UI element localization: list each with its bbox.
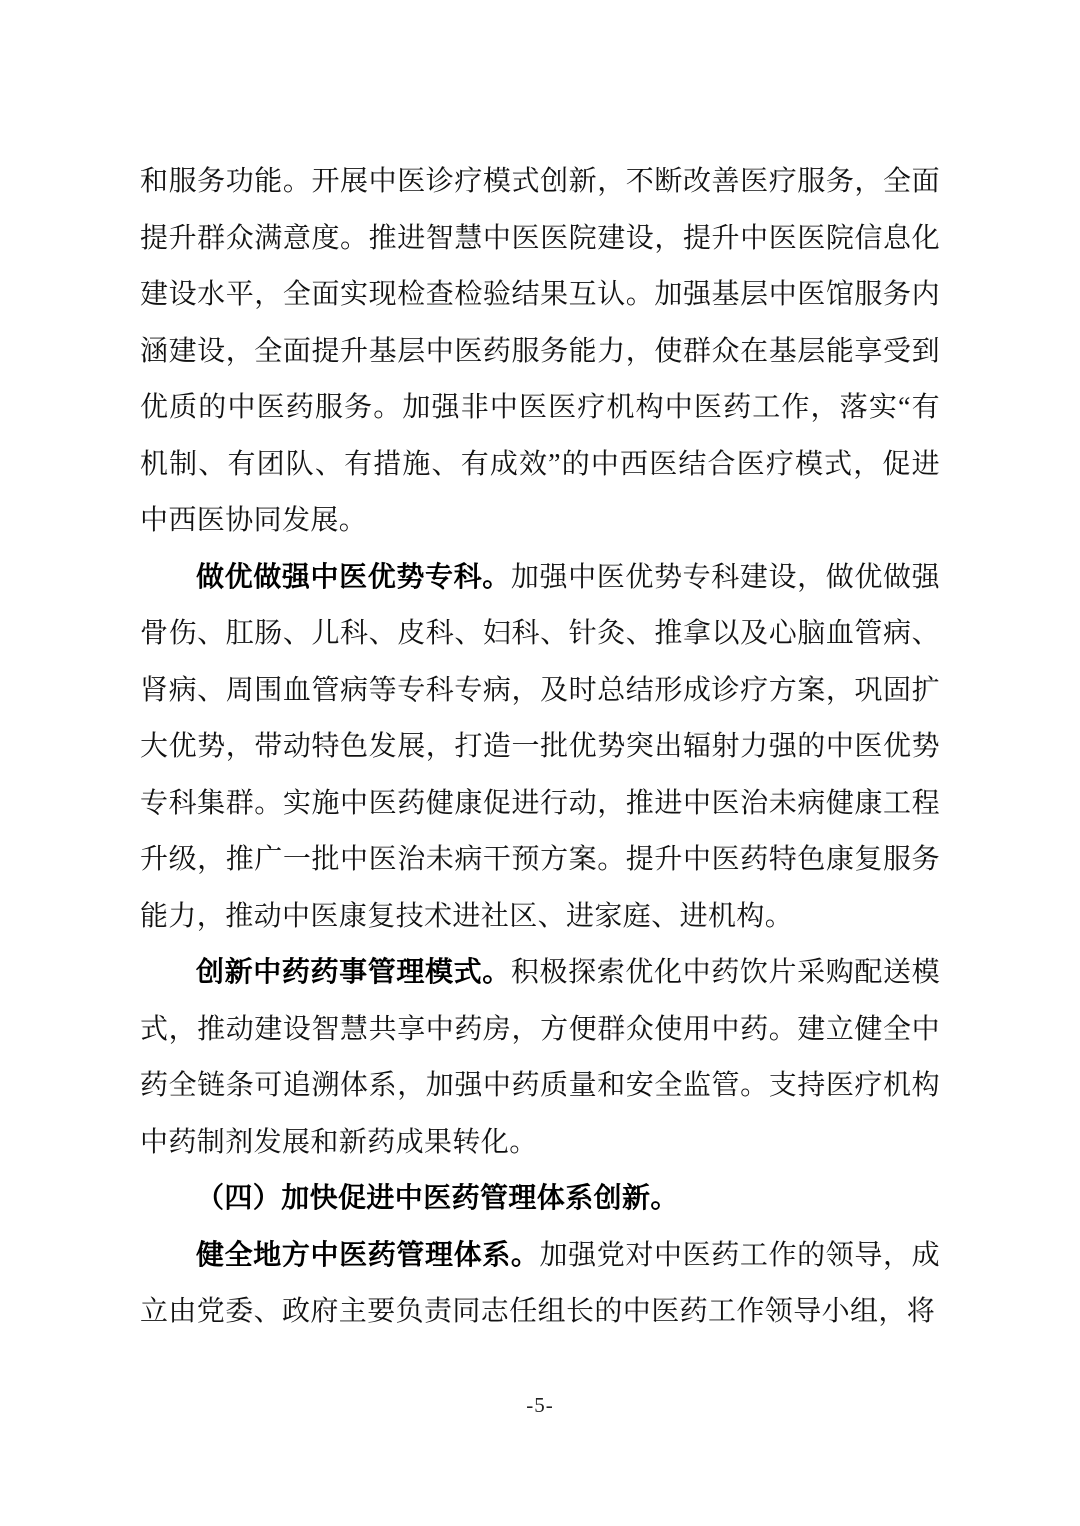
paragraph	[140, 1228, 940, 1341]
paragraph-lead: 健全地方中医药管理体系。	[196, 1239, 540, 1271]
paragraph-text: 和服务功能。开展中医诊疗模式创新，不断改善医疗服务，全面提升群众满意度。推进智慧中医医院建设，提升中医医院信息化建设水平，全面实现检查检验结果互认。加强基层中医馆服务内涵建设，全面提升基层中医药服务能力，使群众在基层能享受到优质的中医药服务。加强非中医医疗机构中医药工作，落实“有机制、有团队、有措施、有成效”的中西医结合医疗模式，促进中西医协同发展。	[140, 166, 940, 536]
paragraph-text: 积极探索优化中药饮片采购配送模式，推动建设智慧共享中药房，方便群众使用中药。建立健全中药全链条可追溯体系，加强中药质量和安全监管。支持医疗机构中药制剂发展和新药成果转化。	[140, 957, 940, 1158]
page-footer	[0, 1392, 1080, 1418]
paragraph-lead: （四）加快促进中医药管理体系创新。	[196, 1183, 679, 1214]
paragraph	[140, 154, 940, 550]
paragraph-text: 加强党对中医药工作的领导，成立由党委、政府主要负责同志任组长的中医药工作领导小组，将	[140, 1239, 940, 1327]
paragraph-text: 加强中医优势专科建设，做优做强骨伤、肛肠、儿科、皮科、妇科、针灸、推拿以及心脑血管病、肾病、周围血管病等专科专病，及时总结形成诊疗方案，巩固扩大优势，带动特色发展，打造一批优势突出辐射力强的中医优势专科集群。实施中医药健康促进行动，推进中医治未病健康工程升级，推广一批中医治未病干预方案。提升中医药特色康复服务能力，推动中医康复技术进社区、进家庭、进机构。	[140, 561, 940, 932]
paragraph	[140, 945, 940, 1171]
paragraph-lead: 做优做强中医优势专科。	[196, 561, 511, 593]
paragraph	[140, 550, 940, 946]
section-heading	[140, 1171, 940, 1228]
paragraph-lead: 创新中药药事管理模式。	[196, 957, 511, 988]
page-number: -5-	[526, 1393, 554, 1417]
document-body	[140, 154, 940, 1341]
